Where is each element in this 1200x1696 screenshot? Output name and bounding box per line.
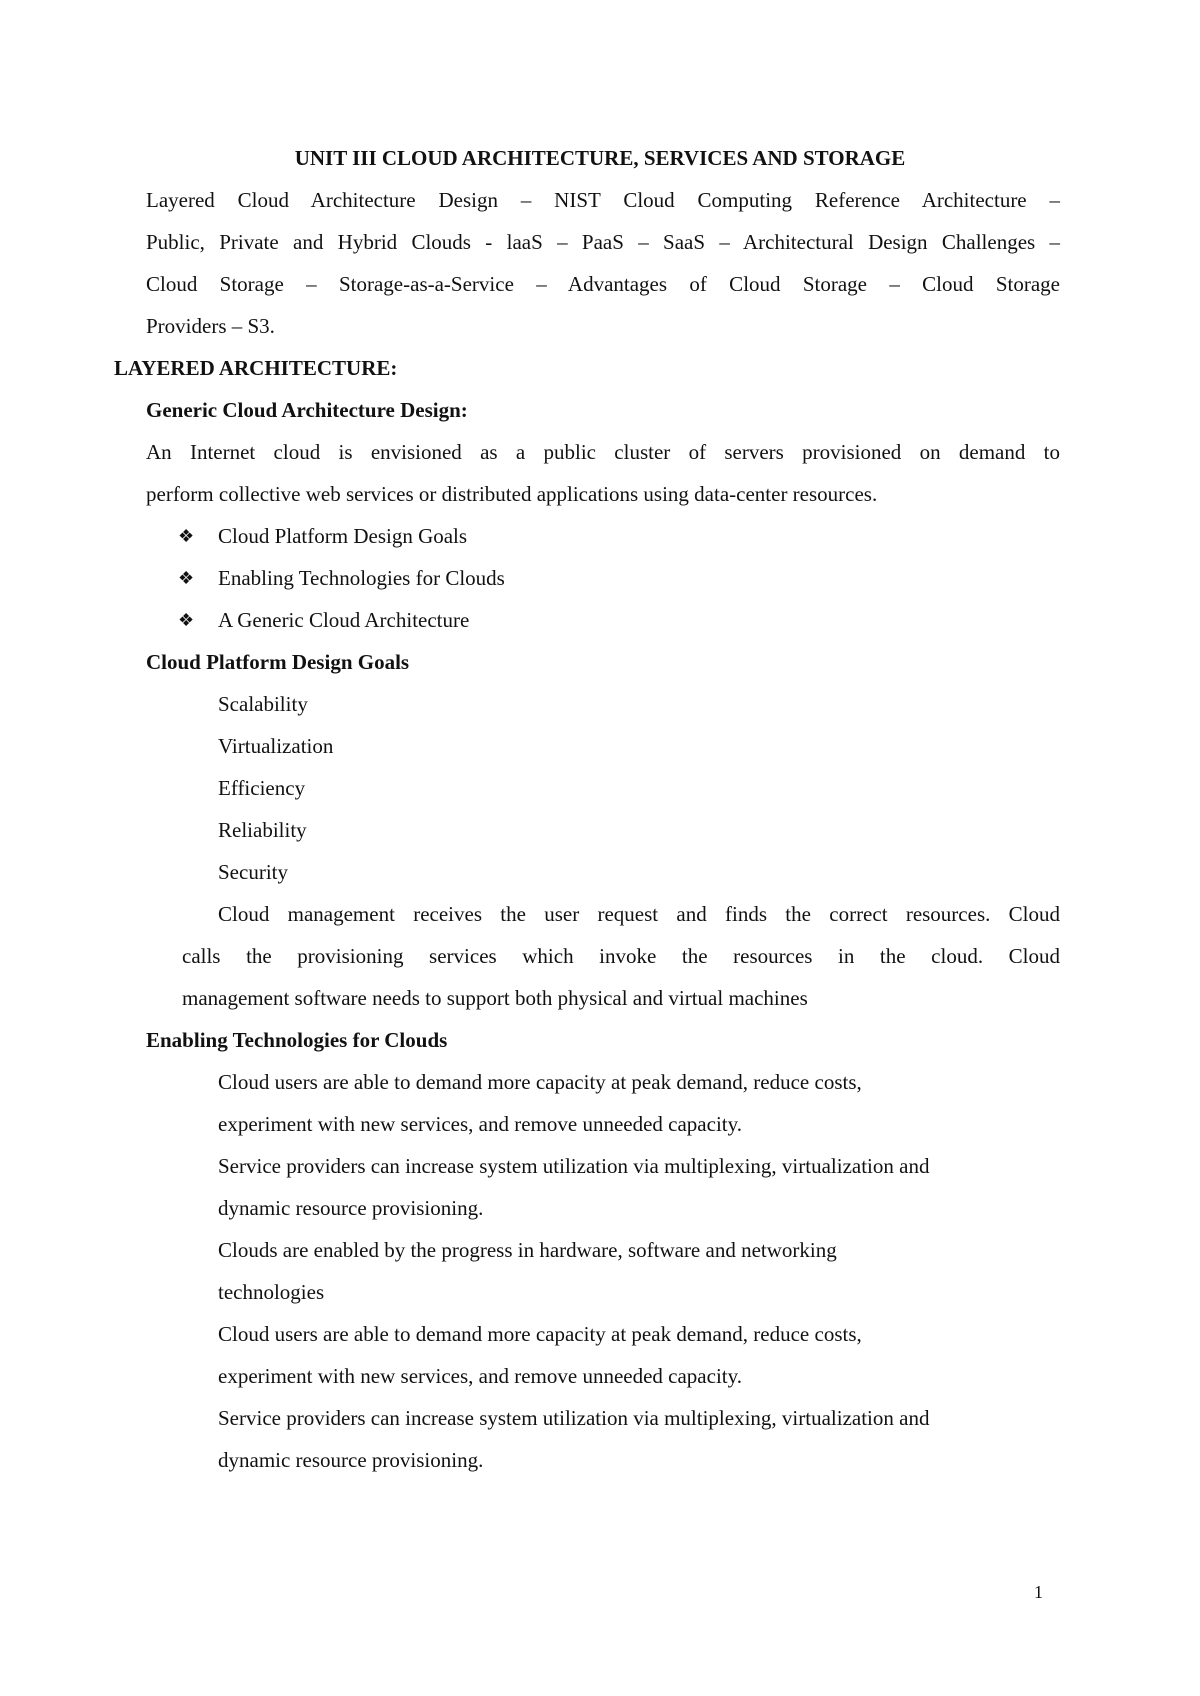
subsection-heading: Cloud Platform Design Goals — [146, 650, 410, 674]
paragraph-line: Service providers can increase system utilization via multiplexing, virtualization and — [218, 1154, 930, 1178]
bullet-item — [178, 563, 505, 593]
syllabus-line: Providers – S3. — [146, 314, 275, 338]
paragraph-line: technologies — [218, 1280, 325, 1304]
paragraph-line: An Internet cloud is envisioned as a public cluster of servers provisioned on demand to — [146, 440, 1060, 464]
bullet-text: Enabling Technologies for Clouds — [218, 566, 505, 590]
page-number: 1 — [1034, 1582, 1043, 1602]
bullet-item — [178, 521, 467, 551]
goal-item: Virtualization — [218, 734, 334, 758]
goal-item: Reliability — [218, 818, 307, 842]
bullet-text: Cloud Platform Design Goals — [218, 524, 468, 548]
goal-item: Efficiency — [218, 776, 306, 800]
paragraph-line: dynamic resource provisioning. — [218, 1196, 484, 1220]
paragraph-line: calls the provisioning services which invoke the resources in the cloud. Cloud — [182, 944, 1060, 968]
goal-item: Scalability — [218, 692, 308, 716]
syllabus-line: Layered Cloud Architecture Design – NIST Cloud Computing Reference Architecture – — [146, 188, 1060, 212]
paragraph-line: Cloud users are able to demand more capacity at peak demand, reduce costs, — [218, 1070, 862, 1094]
paragraph-line: dynamic resource provisioning. — [218, 1448, 484, 1472]
paragraph-line: Cloud users are able to demand more capacity at peak demand, reduce costs, — [218, 1322, 862, 1346]
paragraph-line: Cloud management receives the user request and finds the correct resources. Cloud — [218, 902, 1060, 926]
paragraph-line: Service providers can increase system utilization via multiplexing, virtualization and — [218, 1406, 930, 1430]
goal-item: Security — [218, 860, 288, 884]
paragraph-line: experiment with new services, and remove unneeded capacity. — [218, 1364, 743, 1388]
paragraph-line: experiment with new services, and remove unneeded capacity. — [218, 1112, 743, 1136]
syllabus-line: Cloud Storage – Storage-as-a-Service – Advantages of Cloud Storage – Cloud Storage — [146, 272, 1060, 296]
subsection-heading: Generic Cloud Architecture Design: — [146, 398, 468, 422]
diamond-bullet-icon: ❖ — [178, 568, 195, 588]
bullet-text: A Generic Cloud Architecture — [218, 608, 470, 632]
page-title: UNIT III CLOUD ARCHITECTURE, SERVICES AND STORAGE — [294, 146, 906, 170]
paragraph-line: perform collective web services or distributed applications using data-center resources. — [146, 482, 878, 506]
bullet-item — [178, 605, 469, 635]
subsection-heading: Enabling Technologies for Clouds — [146, 1028, 448, 1052]
syllabus-line: Public, Private and Hybrid Clouds - laaS – PaaS – SaaS – Architectural Design Challenges – — [146, 230, 1060, 254]
diamond-bullet-icon: ❖ — [178, 526, 195, 546]
diamond-bullet-icon: ❖ — [178, 610, 195, 630]
paragraph-line: Clouds are enabled by the progress in hardware, software and networking — [218, 1238, 837, 1262]
paragraph-line: management software needs to support both physical and virtual machines — [182, 986, 808, 1010]
section-heading: LAYERED ARCHITECTURE: — [114, 356, 398, 380]
